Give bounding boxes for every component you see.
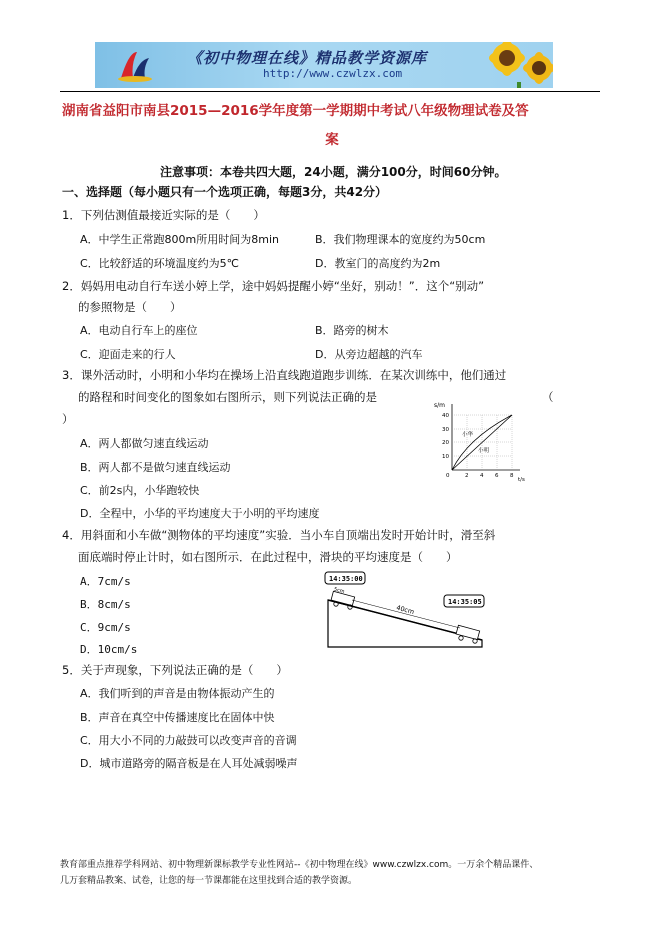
distance-time-graph	[420, 398, 530, 483]
graph-xlabel: t/s	[518, 477, 525, 483]
section-heading: 一、选择题（每小题只有一个选项正确，每题3分，共42分）	[62, 185, 388, 199]
q5-option-d: D．城市道路旁的隔音板是在人耳处减弱噪声	[80, 757, 298, 770]
q2-option-c: C．迎面走来的行人	[80, 348, 176, 361]
graph-ytick-20: 20	[442, 440, 449, 446]
footer-line-1: 教育部重点推荐学科网站、初中物理新课标教学专业性网站--《初中物理在线》www.czwlzx.com。一万余个精品课件、	[60, 860, 539, 870]
graph-xtick-8: 8	[510, 473, 514, 479]
q1-option-d: D．教室门的高度约为2m	[315, 257, 441, 270]
question-4-stem-line-1: 4．用斜面和小车做“测物体的平均速度”实验．当小车自顶端出发时开始计时，滑至斜	[62, 528, 496, 542]
question-2-stem-line-1: 2．妈妈用电动自行车送小婷上学，途中妈妈提醒小婷“坐好，别动！”．这个“别动”	[62, 279, 485, 293]
end-time: 14:35:05	[448, 598, 482, 606]
graph-xtick-4: 4	[480, 473, 484, 479]
title-line-1: 湖南省益阳市南县2015—2016学年度第一学期期中考试八年级物理试卷及答	[62, 103, 529, 119]
q3-option-c: C．前2s内，小华跑较快	[80, 484, 200, 497]
incline-figure	[322, 570, 492, 650]
question-3-stem-line-2: 的路程和时间变化的图象如右图所示，则下列说法正确的是	[78, 390, 377, 404]
question-1-stem: 1．下列估测值最接近实际的是（ ）	[62, 208, 265, 222]
page-title	[62, 97, 602, 155]
graph-label-xiaoming: 小明	[478, 448, 490, 454]
q5-option-c: C．用大小不同的力敲鼓可以改变声音的音调	[80, 734, 297, 747]
start-time: 14:35:00	[329, 575, 363, 583]
header-banner	[95, 42, 553, 88]
q2-option-a: A．电动自行车上的座位	[80, 324, 198, 337]
q3-option-a: A．两人都做匀速直线运动	[80, 437, 209, 450]
q1-option-b: B．我们物理课本的宽度约为50cm	[315, 233, 486, 246]
q4-option-c: C．9cm/s	[80, 621, 131, 634]
graph-xtick-6: 6	[495, 473, 499, 479]
q2-option-b: B．路旁的树木	[315, 324, 389, 337]
q5-option-b: B．声音在真空中传播速度比在固体中快	[80, 711, 275, 724]
car-length-label: 5cm	[333, 586, 346, 596]
page-footer	[60, 857, 605, 889]
question-3-stem-line-1: 3．课外活动时，小明和小华均在操场上沿直线跑道跑步训练．在某次训练中，他们通过	[62, 368, 507, 382]
question-3-open-paren: （	[542, 390, 554, 404]
q1-option-c: C．比较舒适的环境温度约为5℃	[80, 257, 240, 270]
q2-option-d: D．从旁边超越的汽车	[315, 348, 423, 361]
notice-text: 注意事项：本卷共四大题，24小题，满分100分，时间60分钟。	[160, 165, 507, 179]
q4-option-b: B．8cm/s	[80, 598, 131, 611]
question-4-stem-line-2: 面底端时停止计时，如右图所示．在此过程中，滑块的平均速度是（ ）	[78, 550, 458, 564]
banner-url: http://www.czwlzx.com	[263, 67, 403, 80]
distance-label: 40cm	[395, 603, 416, 617]
q4-option-d: D．10cm/s	[80, 643, 138, 656]
q4-option-a: A．7cm/s	[80, 575, 131, 588]
banner-logo-icon	[115, 48, 155, 84]
footer-line-2: 几万套精品教案、试卷，让您的每一节课都能在这里找到合适的教学资源。	[60, 876, 358, 886]
graph-ytick-10: 10	[442, 454, 449, 460]
graph-label-xiaohua: 小华	[462, 432, 474, 438]
header-rule	[60, 91, 600, 92]
question-3-stem-line-3: ）	[62, 412, 74, 426]
graph-ylabel: s/m	[434, 402, 445, 409]
question-2-stem-line-2: 的参照物是（ ）	[78, 300, 182, 314]
banner-title: 《初中物理在线》精品教学资源库	[187, 49, 428, 67]
q5-option-a: A．我们听到的声音是由物体振动产生的	[80, 687, 275, 700]
graph-xtick-2: 2	[465, 473, 469, 479]
q1-option-a: A．中学生正常跑800m所用时间为8min	[80, 233, 279, 246]
graph-xtick-0: 0	[446, 473, 450, 479]
question-5-stem: 5．关于声现象，下列说法正确的是（ ）	[62, 663, 288, 677]
graph-ytick-40: 40	[442, 413, 449, 419]
title-line-2: 案	[325, 132, 339, 148]
q3-option-b: B．两人都不是做匀速直线运动	[80, 461, 231, 474]
graph-ytick-30: 30	[442, 427, 449, 433]
q3-option-d: D．全程中，小华的平均速度大于小明的平均速度	[80, 507, 320, 520]
sunflower-icon	[487, 42, 553, 88]
